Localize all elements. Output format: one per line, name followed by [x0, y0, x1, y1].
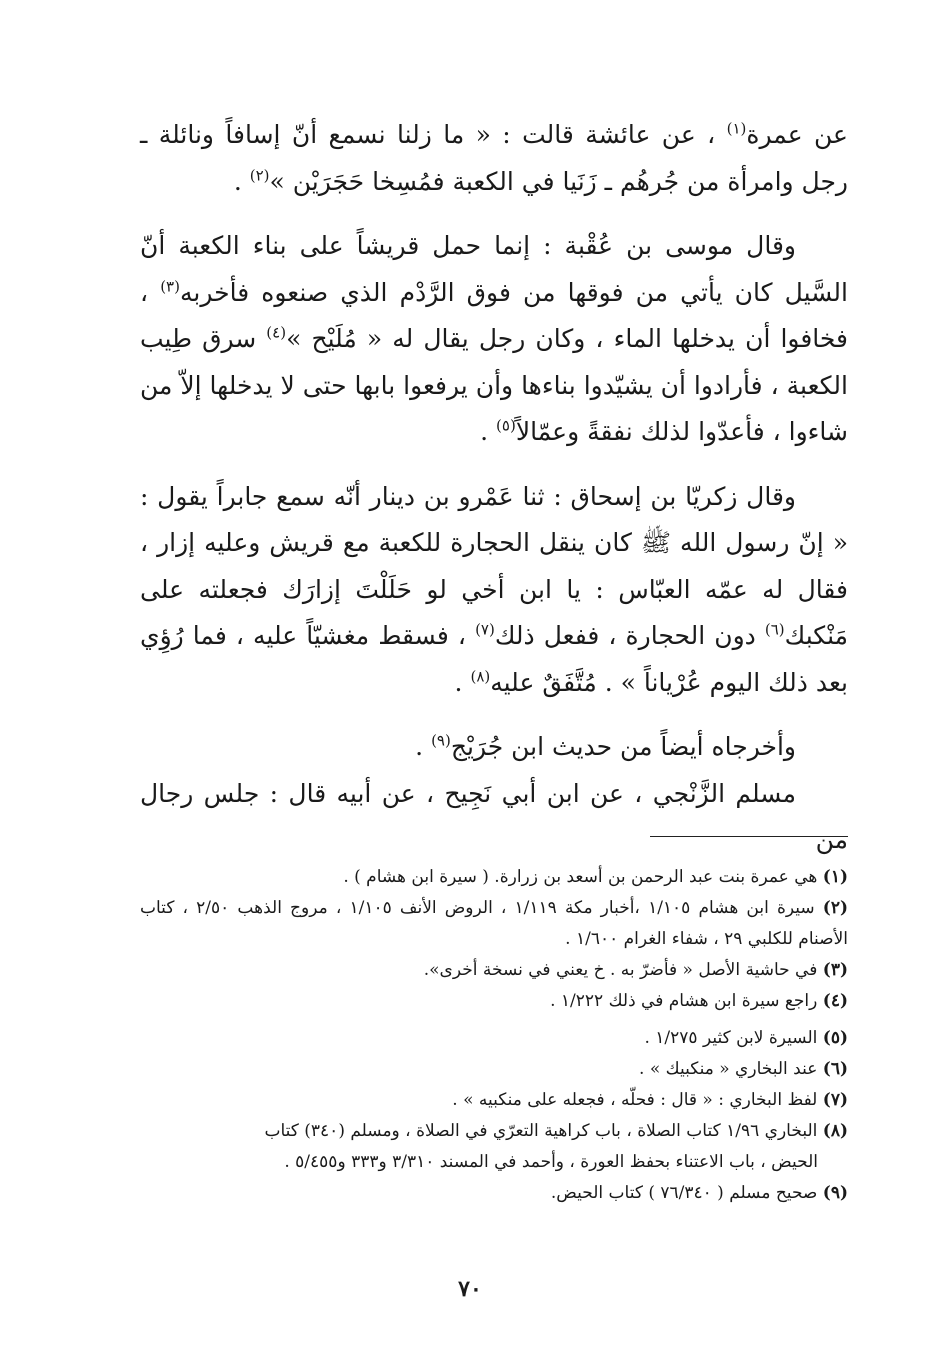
footnote-ref: (٣): [160, 277, 180, 296]
footnote-text: هي عمرة بنت عبد الرحمن بن أسعد بن زرارة. ( سيرة ابن هشام ) .: [343, 867, 818, 887]
footnote-ref: (٩): [431, 731, 451, 750]
paragraph-4: [140, 724, 848, 771]
main-text: [140, 112, 848, 864]
text-run: .: [454, 667, 471, 697]
page-number: ٧٠: [458, 1276, 482, 1302]
paragraph-1: [140, 112, 848, 205]
footnote-text: صحيح مسلم ( ٧٦/٣٤٠ ) كتاب الحيض.: [550, 1183, 818, 1203]
footnote-text: الحيض ، باب الاعتناء بحفظ العورة ، وأحمد في المسند ٣/٣١٠ و٣٣٣ و٥/٤٥٥ .: [284, 1152, 818, 1172]
footnote-number: (٩): [822, 1183, 848, 1203]
footnote-number: (٢): [822, 898, 848, 918]
footnote-text: راجع سيرة ابن هشام في ذلك ١/٢٢٢ .: [550, 991, 818, 1011]
footnote-8-continued: [140, 1147, 848, 1178]
footnote-number: (٨): [822, 1121, 848, 1141]
footnote-number: (٤): [822, 991, 848, 1011]
footnotes: [140, 862, 848, 1209]
footnote-3: [140, 955, 848, 986]
text-run: دون الحجارة ، ففعل ذلك: [494, 621, 765, 650]
footnote-6: [140, 1054, 848, 1085]
footnote-number: (٣): [822, 960, 848, 980]
footnote-text: لفظ البخاري : « قال : فحلّه ، فجعله على منكبيه » .: [452, 1090, 818, 1110]
footnote-number: (١): [822, 867, 848, 887]
paragraph-3: [140, 474, 848, 707]
text-run: وقال زكريّا بن إسحاق : ثنا عَمْرو بن دينار أنّه سمع جابراً يقول : « إنّ رسول الله ﷺ كان ينقل الحجارة للكعبة مع قريش وعليه إزار ، فقال له عمّه العبّاس : يا ابن أخي لو حَلَلْتَ إزارَك فجعلته على مَنْكبك: [140, 481, 849, 650]
footnote-ref: (٢): [249, 166, 270, 185]
footnote-ref: (١): [726, 119, 747, 138]
footnote-text: سيرة ابن هشام ١/١٠٥ ،أخبار مكة ١/١١٩ ، الروض الأنف ١/١٠٥ ، مروج الذهب ٢/٥٠ ، كتاب الأصنام للكلبي ٢٩ ، شفاء الغرام ١/٦٠٠ .: [140, 898, 848, 949]
text-run: .: [480, 417, 497, 446]
text-run: ، فخافوا أن يدخلها الماء ، وكان رجل يقال له « مُلَيْح »: [140, 277, 848, 353]
footnote-2: [140, 893, 848, 955]
text-run: ، فسقط مغشيّاً عليه ، فما رُؤِي بعد ذلك اليوم عُرْياناً » . مُتَّفَقٌ عليه: [140, 621, 848, 697]
paragraph-2: [140, 223, 848, 456]
footnote-5: [140, 1023, 848, 1054]
footnote-4: [140, 986, 848, 1017]
footnote-8: [140, 1116, 848, 1147]
footnote-ref: (٨): [470, 667, 491, 686]
footnote-number: (٧): [822, 1090, 848, 1110]
text-run: .: [415, 732, 432, 761]
text-run: وقال موسى بن عُقْبة : إنما حمل قريشاً على بناء الكعبة أنّ السَّيل كان يأتي من فوقها من فوق الرَّدْم الذي صنعوه فأخربه: [140, 231, 848, 307]
text-run: مسلم الزَّنْجي ، عن ابن أبي نَجِيح ، عن أبيه قال : جلس رجال من: [140, 778, 848, 854]
footnote-separator: [650, 836, 848, 837]
footnote-text: البخاري ١/٩٦ كتاب الصلاة ، باب كراهية التعرّي في الصلاة ، ومسلم (٣٤٠) كتاب: [264, 1121, 818, 1141]
footnote-ref: (٧): [475, 620, 495, 639]
paragraph-5: [140, 771, 848, 864]
text-run: وأخرجاه أيضاً من حديث ابن جُرَيْج: [450, 732, 796, 761]
footnote-ref: (٥): [496, 416, 516, 435]
footnote-number: (٦): [822, 1059, 848, 1079]
footnote-7: [140, 1085, 848, 1116]
footnote-ref: (٦): [764, 620, 785, 639]
text-run: .: [233, 166, 250, 196]
footnote-text: في حاشية الأصل « فأضرّ به . خ يعني في نسخة أخرى».: [423, 960, 818, 980]
text-run: ، عن عائشة قالت : « ما زلنا نسمع أنّ إسافاً ونائلة ـ رجل وامرأة من جُرهُم ـ زَنَيا في الكعبة فمُسِخا حَجَرَيْن »: [140, 120, 848, 196]
footnote-ref: (٤): [266, 323, 287, 342]
footnote-number: (٥): [822, 1028, 848, 1048]
text-run: سرق طِيب الكعبة ، فأرادوا أن يشيّدوا بناءها وأن يرفعوا بابها حتى لا يدخلها إلاّ من شاءوا ، فأعدّوا لذلك نفقةً وعمّالاً: [140, 324, 848, 446]
footnote-9: [140, 1178, 848, 1209]
footnote-text: عند البخاري « منكبيك » .: [639, 1059, 818, 1079]
footnote-text: السيرة لابن كثير ١/٢٧٥ .: [644, 1028, 818, 1048]
footnote-1: [140, 862, 848, 893]
text-run: عن عمرة: [746, 120, 848, 149]
